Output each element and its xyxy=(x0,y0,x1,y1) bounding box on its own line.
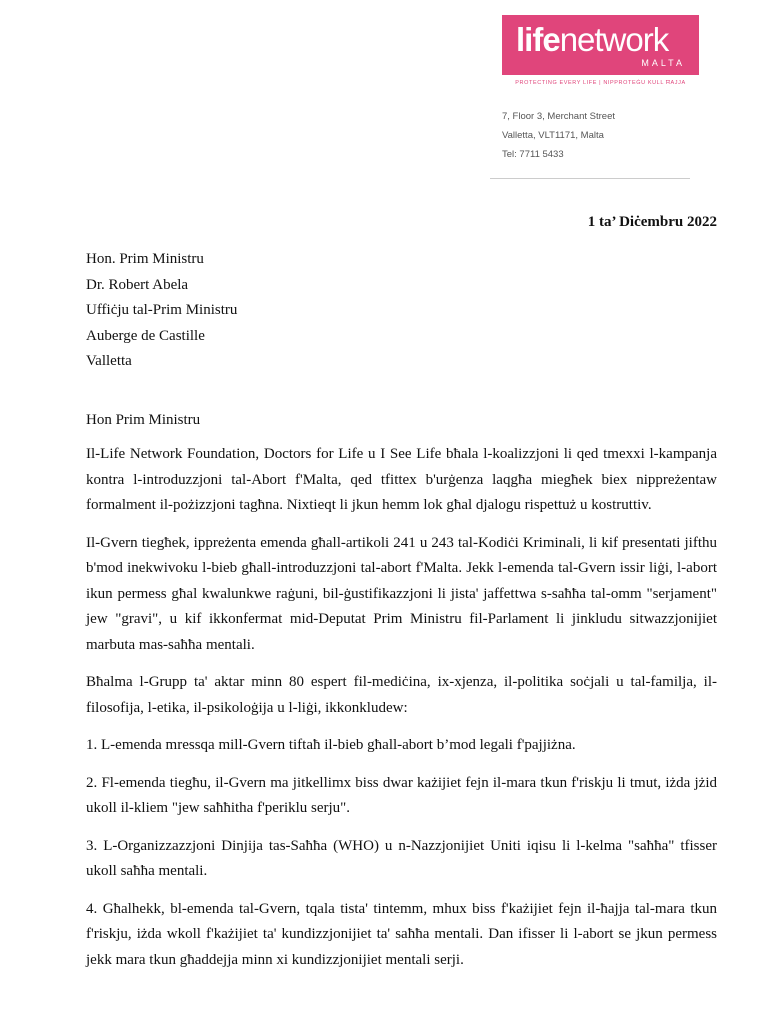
tagline: PROTECTING EVERY LIFE | NIPPROTEĠU KULL ĦAJJA xyxy=(515,80,686,86)
list-item: 4. Għalhekk, bl-emenda tal-Gvern, tqala tista' tintemm, mhux biss f'każijiet fejn il-ħajja tal-mara tkun f'riskju, iżda wkoll f'każijiet ta' kundizzjonijiet ta' saħħa mentali. Dan ifisser li l-abort se jkun permess jekk mara tkun għaddejja minn xi kundizzjonijiet mentali serji. xyxy=(86,900,717,968)
divider xyxy=(490,178,690,179)
letter-body xyxy=(86,442,717,985)
recipient-block xyxy=(86,247,237,375)
address-block xyxy=(502,107,615,164)
paragraph: Il-Life Network Foundation, Doctors for Life u I See Life bħala l-koalizzjoni li qed tmexxi l-kampanja kontra l-introduzzjoni tal-Abort f'Malta, qed tfittex b'urġenza laqgħa miegħek biex nippreżentaw formalment il-pożizzjoni tagħna. Nixtieqt li jkun hemm lok għal djalogu rispettuż u kostruttiv. xyxy=(86,446,717,513)
address-phone: Tel: 7711 5433 xyxy=(502,149,564,160)
list-item: 3. L-Organizzazzjoni Dinjija tas-Saħħa (WHO) u n-Nazzjonijiet Uniti iqisu li l-kelma "saħħa" tfisser ukoll saħħa mentali. xyxy=(86,837,717,879)
salutation: Hon Prim Ministru xyxy=(86,412,201,428)
recipient-line: Dr. Robert Abela xyxy=(86,276,189,293)
list-item: 2. Fl-emenda tiegħu, il-Gvern ma jitkellimx biss dwar każijiet fejn il-mara tkun f'riskju li tmut, iżda jżid ukoll il-kliem "jew saħħitha f'periklu serju". xyxy=(86,774,717,816)
recipient-line: Hon. Prim Ministru xyxy=(86,251,204,267)
logo-wordmark: lifenetwork xyxy=(516,21,669,58)
paragraph: Il-Gvern tiegħek, ippreżenta emenda għall-artikoli 241 u 243 tal-Kodiċi Kriminali, li kif presentati jifthu b'mod inekwivoku l-bieb għall-introduzzjoni tal-abort f'Malta. Jekk l-emenda tal-Gvern issir liġi, l-abort ikun permess għal kwalunkwe raġuni, bil-ġustifikazzjoni li jista' jaffettwa s-saħħa tal-omm "serjament" jew "gravi", u kif ikkonfermat mid-Deputat Prim Ministru fil-Parlament li jinkludu sitwazzjonijiet marbuta mas-saħħa mentali. xyxy=(86,534,717,653)
list-item: 1. L-emenda mressqa mill-Gvern tiftaħ il-bieb għall-abort b’mod legali f'pajjiżna. xyxy=(86,737,576,753)
recipient-line: Uffiċju tal-Prim Ministru xyxy=(86,302,238,318)
address-line: 7, Floor 3, Merchant Street xyxy=(502,111,615,122)
address-line: Valletta, VLT1171, Malta xyxy=(502,130,604,141)
letter-date: 1 ta’ Diċembru 2022 xyxy=(587,214,717,230)
logo-subtitle: MALTA xyxy=(641,58,685,68)
recipient-line: Valletta xyxy=(86,353,132,369)
logo xyxy=(502,15,699,75)
recipient-line: Auberge de Castille xyxy=(86,327,205,344)
paragraph: Bħalma l-Grupp ta' aktar minn 80 espert fil-mediċina, ix-xjenza, il-politika soċjali u tal-familja, il-filosofija, l-etika, il-psikoloġija u l-liġi, ikkonkludew: xyxy=(86,674,717,716)
